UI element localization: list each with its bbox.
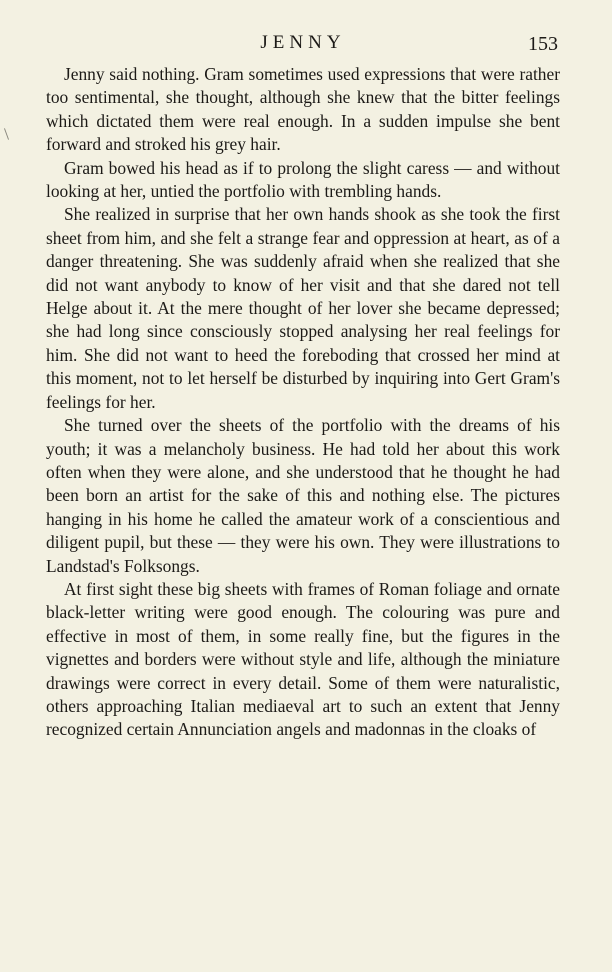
running-title: JENNY [260, 32, 346, 53]
margin-mark [4, 128, 9, 140]
paragraph: Gram bowed his head as if to prolong the slight caress — and without looking at her, untied the portfolio with trembling hands. [46, 157, 560, 202]
body-text [46, 63, 560, 742]
paragraph: She turned over the sheets of the portfolio with the dreams of his youth; it was a melancholy business. He had told her about this work often when they were alone, and she understood that he thought he had been born an artist for the sake of this and nothing else. The pictures hanging in his home he called the amateur work of a conscientious and diligent pupil, but these — they were his own. They were illustrations to Landstad's Folksongs. [46, 415, 560, 576]
paragraph: Jenny said nothing. Gram sometimes used expressions that were rather too sentimental, she thought, although she knew that the bitter feelings which dictated them were real enough. In a sudden impulse she bent forward and stroked his grey hair. [46, 64, 560, 155]
page-number: 153 [528, 33, 558, 55]
paragraph: She realized in surprise that her own hands shook as she took the first sheet from him, and she felt a strange fear and oppression at heart, as of a danger threatening. She was suddenly afraid when she realized that she did not want anybody to know of her visit and that she dared not tell Helge about it. At the mere thought of her lover she became depressed; she had long since consciously stopped analysing her real feelings for him. She did not want to heed the foreboding that crossed her mind at this moment, not to let herself be disturbed by inquiring into Gert Gram's feelings for her. [46, 204, 560, 412]
running-head [46, 31, 560, 55]
paragraph: At first sight these big sheets with frames of Roman foliage and ornate black-letter writing were good enough. The colouring was pure and effective in most of them, in some really fine, but the figures in the vignettes and borders were without style and life, although the miniature drawings were correct in every detail. Some of them were naturalistic, others approaching Italian mediaeval art to such an extent that Jenny recognized certain Annunciation angels and madonnas in the cloaks of [46, 578, 560, 740]
